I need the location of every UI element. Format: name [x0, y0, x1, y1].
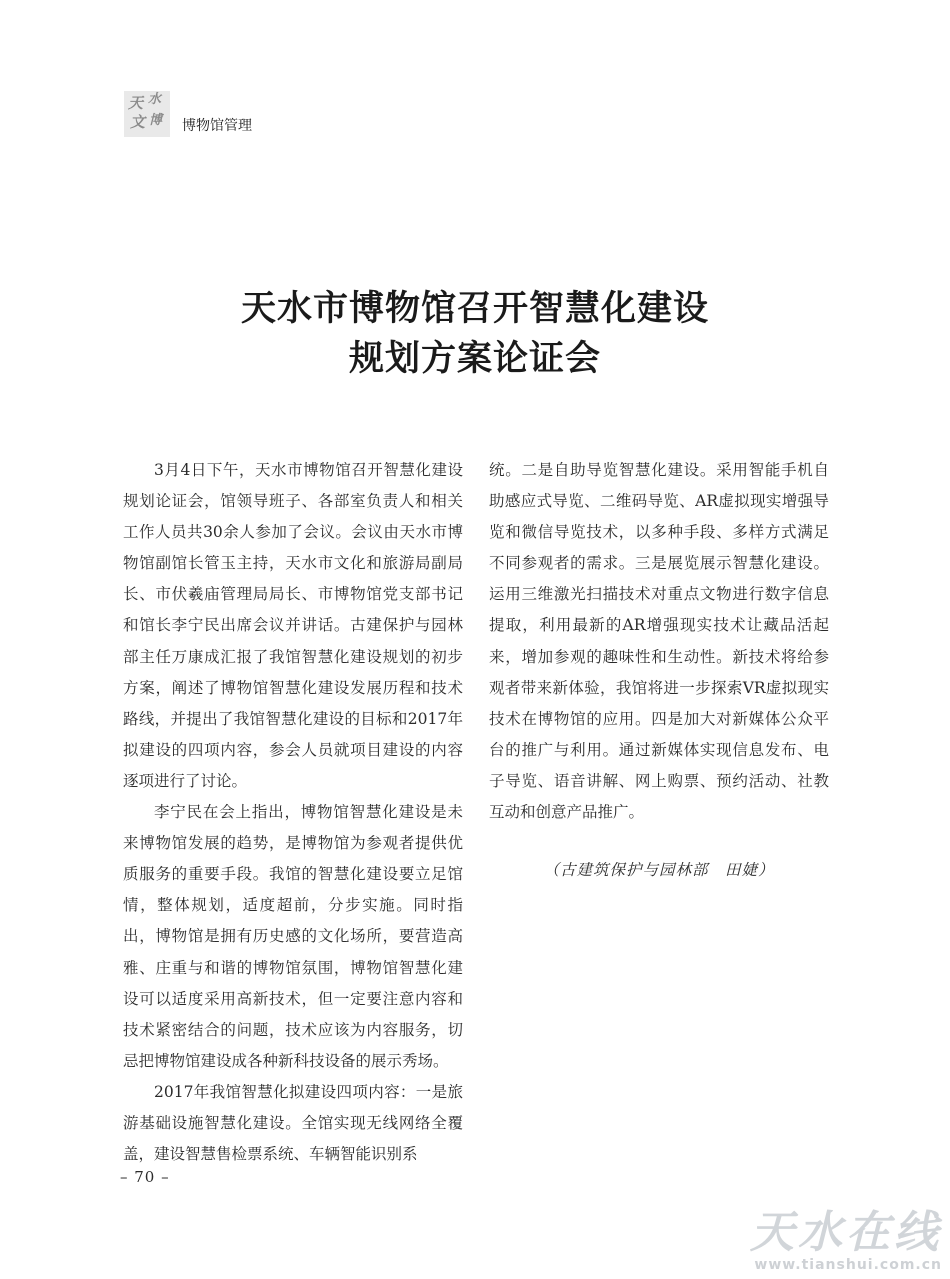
article-title [0, 284, 950, 384]
page-number: – 70 – [120, 1168, 170, 1186]
title-line-1: 天水市博物馆召开智慧化建设 [240, 288, 709, 329]
paragraph: 统。二是自助导览智慧化建设。采用智能手机自助感应式导览、二维码导览、AR虚拟现实增强导览和微信导览技术，以多种手段、多样方式满足不同参观者的需求。三是展览展示智慧化建设。运用三维激光扫描技术对重点文物进行数字信息提取，利用最新的AR增强现实技术让藏品活起来，增加参观的趣味性和生动性。新技术将给参观者带来新体验，我馆将进一步探索VR虚拟现实技术在博物馆的应用。四是加大对新媒体公众平台的推广与利用。通过新媒体实现信息发布、电子导览、语音讲解、网上购票、预约活动、社教互动和创意产品推广。 [489, 461, 829, 822]
paragraph: 李宁民在会上指出，博物馆智慧化建设是未来博物馆发展的趋势，是博物馆为参观者提供优质服务的重要手段。我馆的智慧化建设要立足馆情，整体规划，适度超前，分步实施。同时指出，博物馆是拥有历史感的文化场所，要营造高雅、庄重与和谐的博物馆氛围，博物馆智慧化建设可以适度采用高新技术，但一定要注意内容和技术紧密结合的问题，技术应该为内容服务，切忌把博物馆建设成各种新科技设备的展示秀场。 [123, 803, 463, 1070]
right-column [489, 455, 829, 828]
paragraph: 2017年我馆智慧化拟建设四项内容：一是旅游基础设施智慧化建设。全馆实现无线网络全覆盖，建设智慧售检票系统、车辆智能识别系 [123, 1082, 463, 1164]
watermark-logo-text: 天水在线 [750, 1207, 942, 1258]
page-header [124, 90, 252, 138]
site-watermark [750, 1209, 942, 1273]
watermark-url: www.tianshui.com.cn [754, 1257, 942, 1273]
left-column [123, 455, 463, 1170]
journal-logo: 天 水 文 博 [124, 91, 170, 137]
title-line-2: 规划方案论证会 [348, 338, 601, 379]
author-credit: （古建筑保护与园林部 田婕） [543, 861, 775, 879]
section-label: 博物馆管理 [182, 118, 252, 134]
paragraph: 3月4日下午，天水市博物馆召开智慧化建设规划论证会，馆领导班子、各部室负责人和相关工作人员共30余人参加了会议。会议由天水市博物馆副馆长管玉主持，天水市文化和旅游局副局长、市伏羲庙管理局局长、市博物馆党支部书记和馆长李宁民出席会议并讲话。古建保护与园林部主任万康成汇报了我馆智慧化建设规划的初步方案，阐述了博物馆智慧化建设发展历程和技术路线，并提出了我馆智慧化建设的目标和2017年拟建设的四项内容，参会人员就项目建设的内容逐项进行了讨论。 [123, 461, 463, 790]
